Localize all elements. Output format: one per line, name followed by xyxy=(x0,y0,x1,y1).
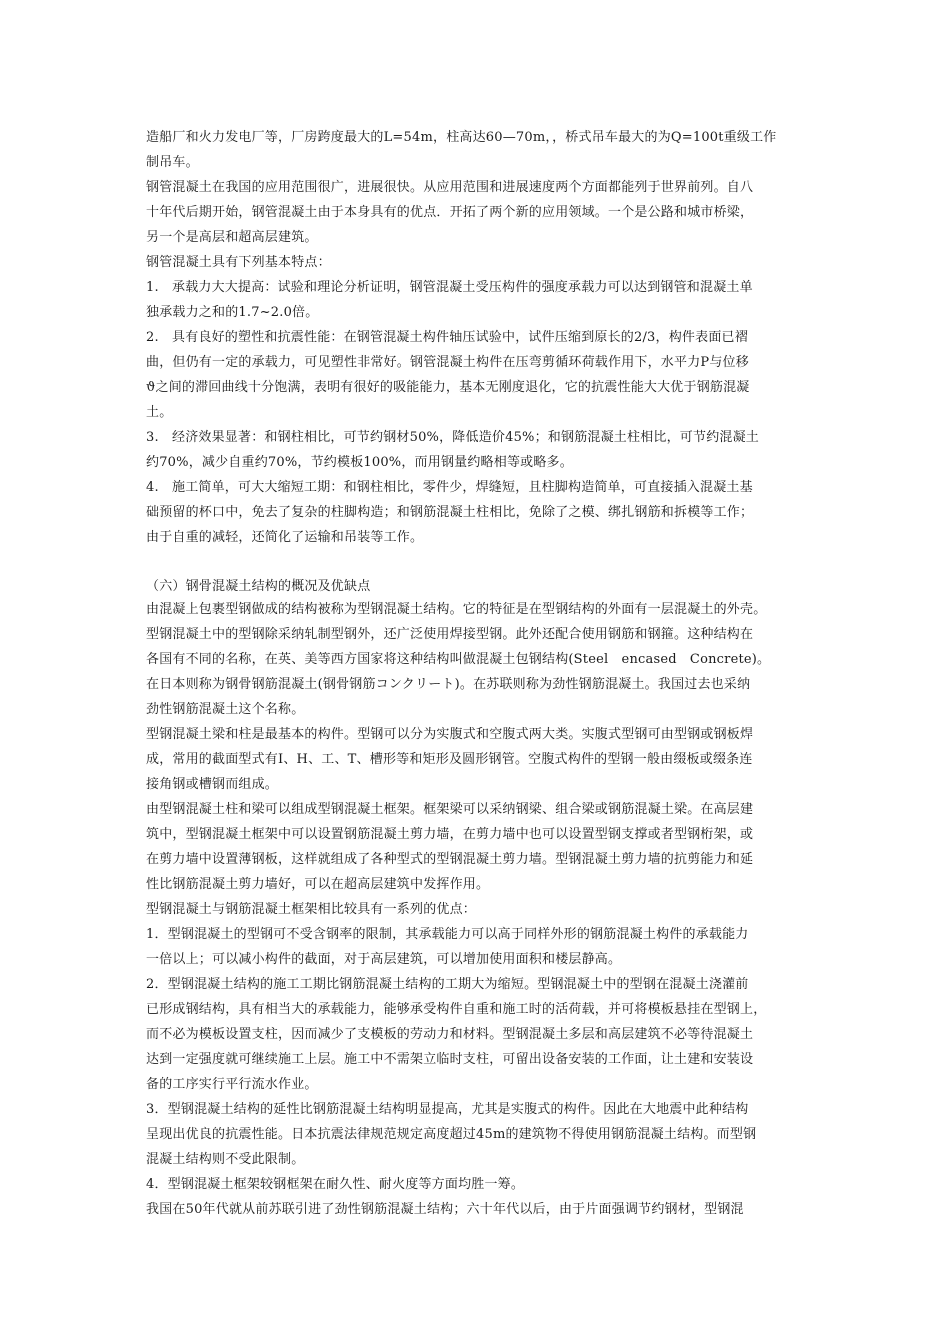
text-line: 混凝土结构则不受此限制。 xyxy=(146,1152,305,1167)
text-line: 型钢混凝土梁和柱是最基本的构件。型钢可以分为实腹式和空腹式两大类。实腹式型钢可由型钢或钢板焊 xyxy=(146,727,754,742)
text-line: 达到一定强度就可继续施工上层。施工中不需架立临时支柱，可留出设备安装的工作面，让土建和安装设 xyxy=(146,1052,754,1067)
text-line: 型钢混凝土中的型钢除采纳轧制型钢外，还广泛使用焊接型钢。此外还配合使用钢筋和钢箍。这种结构在 xyxy=(146,627,754,642)
text-line: 1. 承载力大大提高：试验和理论分析证明，钢管混凝土受压构件的强度承载力可以达到钢管和混凝土单 xyxy=(146,280,753,295)
text-line: 在日本则称为钢骨钢筋混凝土(钢骨钢筋コンクリート)。在苏联则称为劲性钢筋混凝土。我国过去也采纳 xyxy=(146,677,751,692)
text-line: 我国在50年代就从前苏联引进了劲性钢筋混凝土结构；六十年代以后，由于片面强调节约钢材，型钢混 xyxy=(146,1202,744,1217)
text-line: 十年代后期开始，钢管混凝土由于本身具有的优点．开拓了两个新的应用领域。一个是公路和城市桥梁， xyxy=(146,205,754,220)
text-line: ϑ之间的滞回曲线十分饱满，表明有很好的吸能能力，基本无刚度退化，它的抗震性能大大优于钢筋混凝 xyxy=(146,380,750,395)
text-line: 一倍以上；可以减小构件的截面，对于高层建筑，可以增加使用面积和楼层静高。 xyxy=(146,952,622,967)
text-line: 4．型钢混凝土框架较钢框架在耐久性、耐火度等方面均胜一筹。 xyxy=(146,1177,525,1192)
section-heading: （六）钢骨混凝土结构的概况及优缺点 xyxy=(146,579,371,594)
text-line: 1．型钢混凝土的型钢可不受含钢率的限制，其承载能力可以高于同样外形的钢筋混凝土构件的承载能力 xyxy=(146,927,749,942)
text-line: 制吊车。 xyxy=(146,155,199,170)
text-line: 而不必为模板设置支柱，因而减少了支模板的劳动力和材料。型钢混凝土多层和高层建筑不必等待混凝土 xyxy=(146,1027,754,1042)
text-line: 独承载力之和的1.7~2.0倍。 xyxy=(146,305,319,320)
text-line: 土。 xyxy=(146,405,173,420)
text-line: 劲性钢筋混凝土这个名称。 xyxy=(146,702,305,717)
text-line: 型钢混凝土与钢筋混凝土框架相比较具有一系列的优点： xyxy=(146,902,477,917)
text-line: 2. 具有良好的塑性和抗震性能：在钢管混凝土构件轴压试验中，试件压缩到原长的2/3，构件表面已褶 xyxy=(146,330,748,345)
text-line: 3. 经济效果显著：和钢柱相比，可节约钢材50%，降低造价45%；和钢筋混凝土柱相比，可节约混凝土 xyxy=(146,430,759,445)
text-line: 另一个是高层和超高层建筑。 xyxy=(146,230,318,245)
text-line: 钢管混凝土在我国的应用范围很广，进展很快。从应用范围和进展速度两个方面都能列于世界前列。自八 xyxy=(146,180,754,195)
text-line: 在剪力墙中设置薄钢板，这样就组成了各种型式的型钢混凝土剪力墙。型钢混凝土剪力墙的抗剪能力和延 xyxy=(146,852,754,867)
text-line: 2．型钢混凝土结构的施工工期比钢筋混凝土结构的工期大为缩短。型钢混凝土中的型钢在混凝土浇灌前 xyxy=(146,977,749,992)
text-line: 3．型钢混凝土结构的延性比钢筋混凝土结构明显提高，尤其是实腹式的构件。因此在大地震中此种结构 xyxy=(146,1102,749,1117)
text-line: 曲，但仍有一定的承载力，可见塑性非常好。钢管混凝土构件在压弯剪循环荷载作用下，水平力P与位移 xyxy=(146,355,749,370)
text-line: 呈现出优良的抗震性能。日本抗震法律规范规定高度超过45m的建筑物不得使用钢筋混凝土结构。而型钢 xyxy=(146,1127,757,1142)
text-line: 约70%，减少自重约70%，节约模板100%，而用钢量约略相等或略多。 xyxy=(146,455,573,470)
text-line: 4. 施工简单，可大大缩短工期：和钢柱相比，零件少，焊缝短，且柱脚构造简单，可直接插入混凝土基 xyxy=(146,480,753,495)
text-line: 造船厂和火力发电厂等，厂房跨度最大的L=54m，柱高达60—70m，，桥式吊车最大的为Q=100t重级工作 xyxy=(146,130,777,145)
text-line: 接角钢或槽钢而组成。 xyxy=(146,777,279,792)
text-line: 由混凝上包裹型钢做成的结构被称为型钢混凝土结构。它的特征是在型钢结构的外面有一层混凝土的外壳。 xyxy=(146,602,767,617)
text-line: 筑中，型钢混凝土框架中可以设置钢筋混凝土剪力墙，在剪力墙中也可以设置型钢支撑或者型钢桁架，或 xyxy=(146,827,754,842)
text-line: 钢管混凝土具有下列基本特点： xyxy=(146,255,331,270)
text-line: 性比钢筋混凝土剪力墙好，可以在超高层建筑中发挥作用。 xyxy=(146,877,490,892)
text-line: 础预留的杯口中，免去了复杂的柱脚构造；和钢筋混凝土柱相比，免除了之模、绑扎钢筋和拆模等工作； xyxy=(146,505,754,520)
text-line: 由于自重的减轻，还简化了运输和吊装等工作。 xyxy=(146,530,424,545)
text-line: 各国有不同的名称，在英、美等西方国家将这种结构叫做混凝土包钢结构(Steel encased Concrete)。 xyxy=(146,652,771,667)
text-line: 成，常用的截面型式有I、H、工、T、槽形等和矩形及圆形钢管。空腹式构件的型钢一般由缀板或缀条连 xyxy=(146,752,753,767)
text-line: 已形成钢结构，具有相当大的承载能力，能够承受构件自重和施工时的活荷载，并可将模板悬挂在型钢上， xyxy=(146,1002,767,1017)
text-line: 由型钢混凝土柱和梁可以组成型钢混凝土框架。框架梁可以采纳钢梁、组合梁或钢筋混凝土梁。在高层建 xyxy=(146,802,754,817)
text-line: 备的工序实行平行流水作业。 xyxy=(146,1077,318,1092)
